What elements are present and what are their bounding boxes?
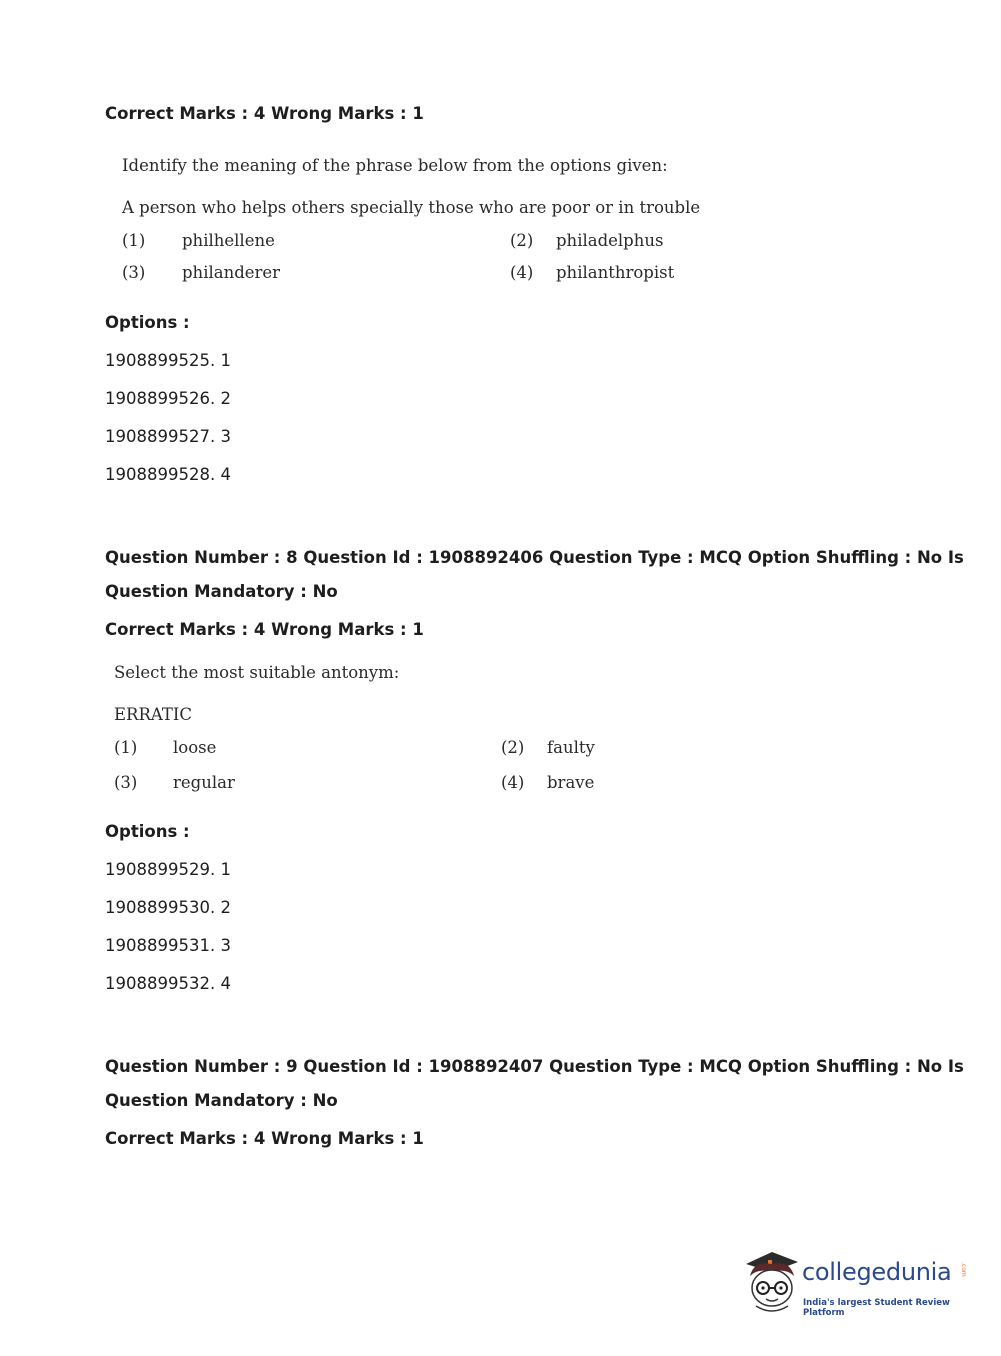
collegedunia-logo xyxy=(742,1246,972,1318)
q7-choice-3-text: philanderer xyxy=(182,263,281,282)
q7-option-3: 1908899527. 3 xyxy=(105,427,231,446)
q7-option-2: 1908899526. 2 xyxy=(105,389,231,408)
q8-choice-3-text: regular xyxy=(173,773,235,792)
logo-wordmark: collegedunia xyxy=(802,1258,952,1286)
q8-word: ERRATIC xyxy=(114,705,193,724)
q7-option-4: 1908899528. 4 xyxy=(105,465,231,484)
q7-choice-4-text: philanthropist xyxy=(556,263,675,282)
q8-marks: Correct Marks : 4 Wrong Marks : 1 xyxy=(105,620,424,639)
q7-phrase: A person who helps others specially those who are poor or in trouble xyxy=(122,198,701,217)
q7-choice-2-num: (2) xyxy=(510,231,534,250)
q8-option-2: 1908899530. 2 xyxy=(105,898,231,917)
q8-choice-1-num: (1) xyxy=(114,738,138,757)
mascot-icon xyxy=(742,1246,802,1318)
q8-option-3: 1908899531. 3 xyxy=(105,936,231,955)
logo-tagline: India's largest Student Review Platform xyxy=(803,1298,950,1318)
q8-choice-4-text: brave xyxy=(547,773,595,792)
q8-options-label: Options : xyxy=(105,822,190,841)
q9-header-line1: Question Number : 9 Question Id : 1908892407 Question Type : MCQ Option Shuffling : No Is xyxy=(105,1057,964,1076)
q7-marks: Correct Marks : 4 Wrong Marks : 1 xyxy=(105,104,424,123)
q7-option-1: 1908899525. 1 xyxy=(105,351,231,370)
q8-choice-4-num: (4) xyxy=(501,773,525,792)
q8-option-1: 1908899529. 1 xyxy=(105,860,231,879)
q7-choice-3-num: (3) xyxy=(122,263,146,282)
q7-choice-1-text: philhellene xyxy=(182,231,275,250)
q8-choice-3-num: (3) xyxy=(114,773,138,792)
q7-options-label: Options : xyxy=(105,313,190,332)
q8-choice-1-text: loose xyxy=(173,738,217,757)
q7-choice-4-num: (4) xyxy=(510,263,534,282)
q8-header-line2: Question Mandatory : No xyxy=(105,582,338,601)
logo-com: .com xyxy=(960,1262,967,1277)
q9-marks: Correct Marks : 4 Wrong Marks : 1 xyxy=(105,1129,424,1148)
q7-instruction: Identify the meaning of the phrase below from the options given: xyxy=(122,156,668,175)
q8-choice-2-num: (2) xyxy=(501,738,525,757)
q8-header-line1: Question Number : 8 Question Id : 1908892406 Question Type : MCQ Option Shuffling : No Is xyxy=(105,548,964,567)
q9-header-line2: Question Mandatory : No xyxy=(105,1091,338,1110)
q8-choice-2-text: faulty xyxy=(547,738,595,757)
q8-instruction: Select the most suitable antonym: xyxy=(114,663,400,682)
q7-choice-2-text: philadelphus xyxy=(556,231,664,250)
q7-choice-1-num: (1) xyxy=(122,231,146,250)
q8-option-4: 1908899532. 4 xyxy=(105,974,231,993)
